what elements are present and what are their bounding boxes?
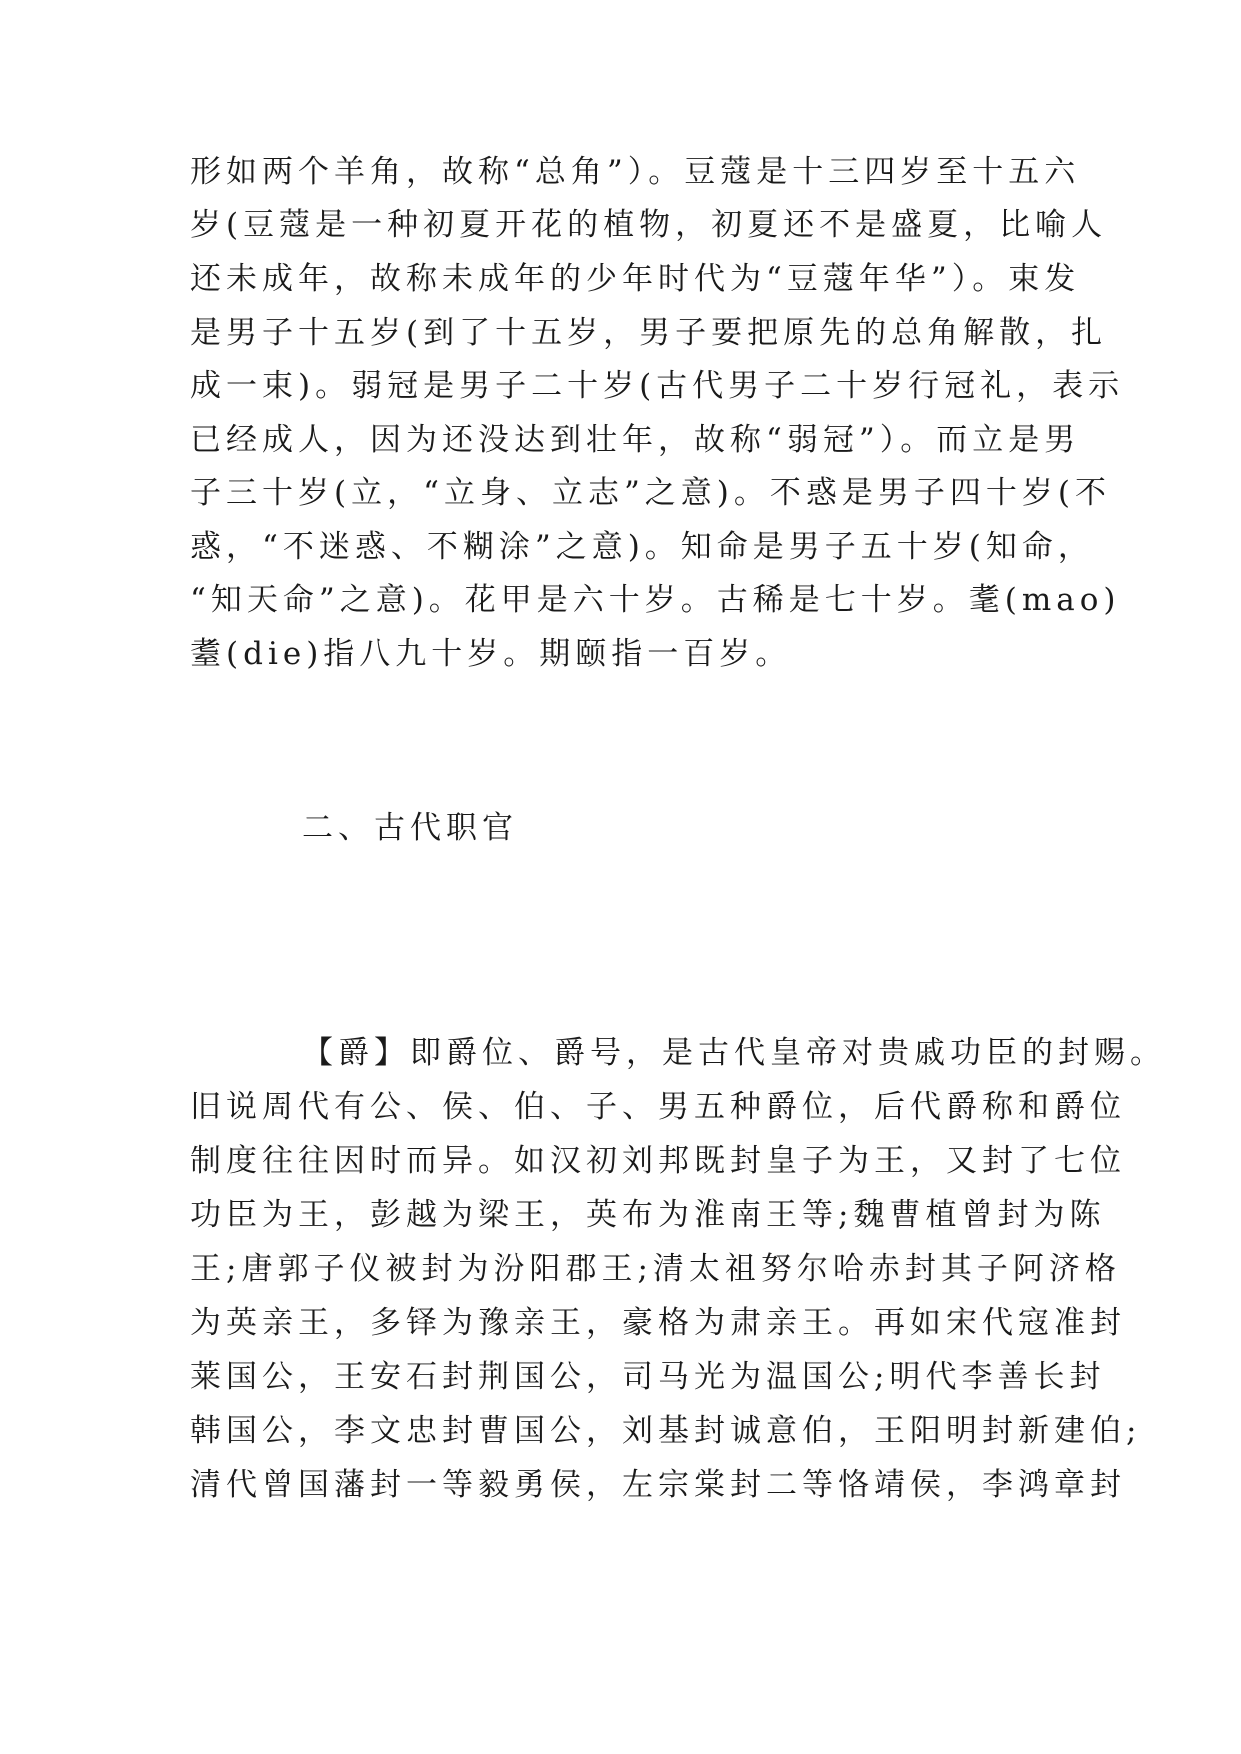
paragraph-1-line-5: 成一束)。弱冠是男子二十岁(古代男子二十岁行冠礼，表示 (190, 368, 1125, 404)
paragraph-2-line-5: 王;唐郭子仪被封为汾阳郡王;清太祖努尔哈赤封其子阿济格 (190, 1251, 1121, 1287)
paragraph-2-line-3: 制度往往因时而异。如汉初刘邦既封皇子为王，又封了七位 (190, 1143, 1126, 1179)
paragraph-1-line-8: 惑，“不迷惑、不糊涂”之意)。知命是男子五十岁(知命， (190, 529, 1094, 565)
term-label: 【爵】 (302, 1035, 410, 1071)
paragraph-1-line-10: 耋(die)指八九十岁。期颐指一百岁。 (190, 636, 792, 672)
paragraph-2-line-1 (302, 1033, 1166, 1073)
paragraph-2-line-8: 韩国公，李文忠封曹国公，刘基封诚意伯，王阳明封新建伯; (190, 1413, 1142, 1449)
paragraph-1-line-7: 子三十岁(立，“立身、立志”之意)。不惑是男子四十岁(不 (190, 475, 1111, 511)
paragraph-2-line-2: 旧说周代有公、侯、伯、子、男五种爵位，后代爵称和爵位 (190, 1089, 1126, 1125)
paragraph-1-line-2: 岁(豆蔻是一种初夏开花的植物，初夏还不是盛夏，比喻人 (190, 207, 1108, 243)
paragraph-2-line-6: 为英亲王，多铎为豫亲王，豪格为肃亲王。再如宋代寇准封 (190, 1305, 1126, 1341)
paragraph-2-line-7: 莱国公，王安石封荆国公，司马光为温国公;明代李善长封 (190, 1359, 1106, 1395)
paragraph-1-line-1: 形如两个羊角，故称“总角”）。豆蔻是十三四岁至十五六 (190, 154, 1081, 190)
section-heading: 二、古代职官 (302, 810, 518, 846)
paragraph-2-line-4: 功臣为王，彭越为梁王，英布为淮南王等;魏曹植曾封为陈 (190, 1197, 1106, 1233)
paragraph-1-line-6: 已经成人，因为还没达到壮年，故称“弱冠”）。而立是男 (190, 422, 1081, 458)
paragraph-1-line-9: “知天命”之意)。花甲是六十岁。古稀是七十岁。耄(mao) (190, 582, 1121, 618)
paragraph-2-line-1-text: 即爵位、爵号，是古代皇帝对贵戚功臣的封赐。 (410, 1035, 1166, 1071)
paragraph-1-line-4: 是男子十五岁(到了十五岁，男子要把原先的总角解散，扎 (190, 315, 1108, 351)
paragraph-1-line-3: 还未成年，故称未成年的少年时代为“豆蔻年华”）。束发 (190, 261, 1081, 297)
paragraph-2-line-9: 清代曾国藩封一等毅勇侯，左宗棠封二等恪靖侯，李鸿章封 (190, 1467, 1126, 1503)
